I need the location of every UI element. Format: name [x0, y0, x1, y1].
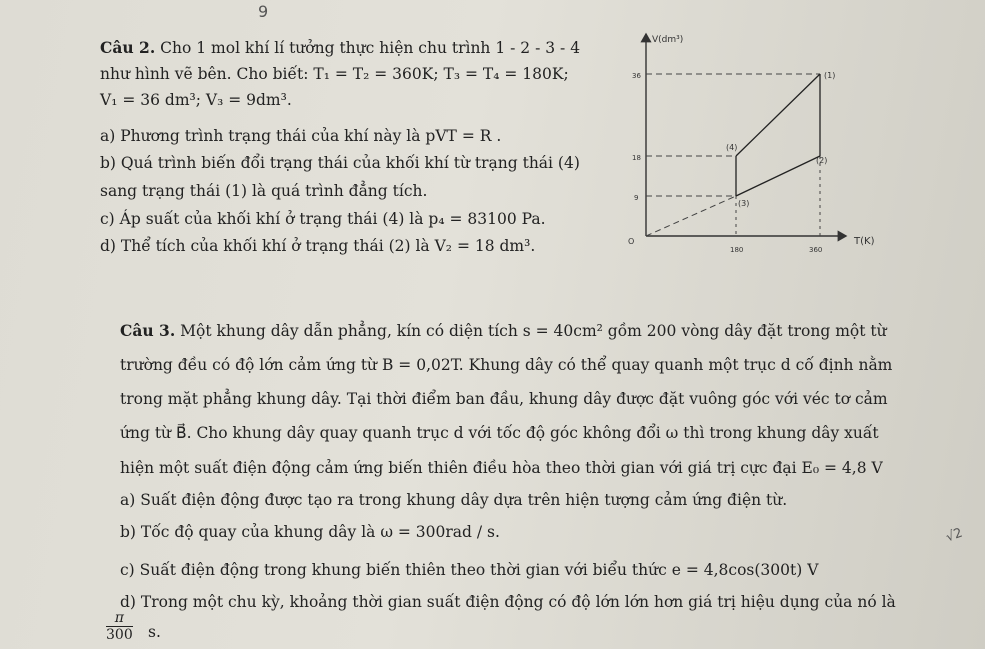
- pen-mark-sqrt2: √2: [943, 525, 965, 546]
- state-label-1: (1): [824, 71, 836, 80]
- fraction-denominator: 300: [106, 627, 133, 643]
- tick-v-36: 36: [632, 72, 641, 80]
- q3-title: Câu 3.: [120, 321, 176, 340]
- state-label-2: (2): [816, 156, 828, 165]
- q2-intro-2: như hình vẽ bên. Cho biết: T₁ = T₂ = 360K; T₃ = T₄ = 180K;: [100, 65, 569, 83]
- q3-statement-d: d) Trong một chu kỳ, khoảng thời gian suất điện động có độ lớn lớn hơn giá trị hiệu dụng của nó là: [120, 593, 896, 611]
- q2-statement-b-1: b) Quá trình biến đổi trạng thái của khối khí từ trạng thái (4): [100, 154, 580, 172]
- q3-statement-c: c) Suất điện động trong khung biến thiên theo thời gian với biểu thức e = 4,8cos(300t) V: [120, 561, 819, 579]
- q2-statement-a: a) Phương trình trạng thái của khí này là pVT = R .: [100, 127, 502, 145]
- guide-origin-line: [646, 196, 736, 236]
- q3-paragraph-5: hiện một suất điện động cảm ứng biến thiên điều hòa theo thời gian với giá trị cực đại E₀ = 4,8 V: [120, 459, 883, 477]
- v-axis-label: V(dm³): [652, 35, 684, 45]
- q3-line-1: [120, 321, 887, 341]
- process-2-3: [736, 156, 820, 196]
- q3-paragraph-1: Một khung dây dẫn phẳng, kín có diện tích s = 40cm² gồm 200 vòng dây đặt trong một từ: [180, 322, 887, 340]
- state-label-3: (3): [738, 199, 750, 208]
- q2-intro-1: Cho 1 mol khí lí tưởng thực hiện chu trình 1 - 2 - 3 - 4: [160, 39, 581, 57]
- process-4-1: [736, 74, 820, 156]
- q3-d-fraction: [106, 610, 133, 643]
- q2-statement-b-2: sang trạng thái (1) là quá trình đẳng tích.: [100, 182, 428, 200]
- q3-paragraph-2: trường đều có độ lớn cảm ứng từ B = 0,02T. Khung dây có thể quay quanh một trục d cố định nằm: [120, 356, 893, 374]
- origin-label: O: [628, 237, 635, 246]
- t-axis-label: T(K): [854, 236, 875, 247]
- tick-t-180: 180: [730, 246, 744, 254]
- tick-v-18: 18: [632, 154, 641, 162]
- q3-d-unit: s.: [148, 623, 161, 641]
- fraction-numerator: π: [106, 610, 133, 627]
- q2-intro-3: V₁ = 36 dm³; V₃ = 9dm³.: [100, 91, 292, 109]
- q3-statement-a: a) Suất điện động được tạo ra trong khung dây dựa trên hiện tượng cảm ứng điện từ.: [120, 491, 788, 509]
- q2-statement-c: c) Áp suất của khối khí ở trạng thái (4) là p₄ = 83100 Pa.: [100, 210, 546, 228]
- q3-statement-b: b) Tốc độ quay của khung dây là ω = 300rad / s.: [120, 523, 500, 541]
- q2-line-1: [100, 38, 580, 58]
- q2-statement-d: d) Thể tích của khối khí ở trạng thái (2) là V₂ = 18 dm³.: [100, 237, 536, 255]
- tick-v-9: 9: [634, 194, 639, 202]
- tick-t-360: 360: [809, 246, 823, 254]
- pen-mark-nine: 9: [258, 2, 269, 21]
- vt-diagram: [626, 26, 896, 262]
- q3-paragraph-3: trong mặt phẳng khung dây. Tại thời điểm ban đầu, khung dây được đặt vuông góc với véc tơ cảm: [120, 390, 888, 408]
- state-label-4: (4): [726, 143, 738, 152]
- q3-paragraph-4: ứng từ B⃗. Cho khung dây quay quanh trục d với tốc độ góc không đổi ω thì trong khung dây xuất: [120, 424, 879, 442]
- q2-title: Câu 2.: [100, 38, 156, 57]
